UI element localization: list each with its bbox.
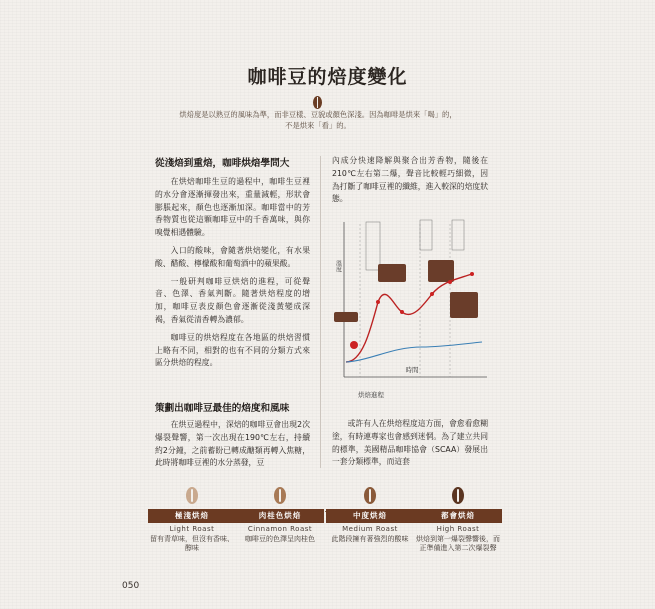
roast-description: 咖啡豆的色澤呈肉桂色 — [245, 535, 315, 543]
paragraph: 入口的酸味，會隨著烘焙變化，有水果酸、醋酸、檸檬酸和葡萄酒中的蘋果酸。 — [155, 245, 310, 268]
page-title: 咖啡豆的焙度變化 — [247, 66, 408, 88]
section-heading-1: 從淺焙到重焙，咖啡烘焙學問大 — [155, 158, 290, 169]
page-number: 050 — [122, 581, 140, 591]
left-column-bottom — [155, 419, 310, 475]
roast-level-light — [148, 487, 236, 553]
point-marker — [470, 272, 474, 276]
roast-description: 烘焙到第一爆裂聲響後，而正準備進入第二次爆裂聲 — [416, 535, 500, 552]
stage-tag — [452, 220, 464, 250]
roast-label: 中度烘焙 — [326, 509, 414, 523]
note-box — [378, 264, 406, 282]
section-heading-2: 策劃出咖啡豆最佳的焙度和風味 — [155, 403, 290, 414]
paragraph: 內成分快速降解與聚合出芳香物，隨後在210℃左右第二爆，聲音比較輕巧細微，因為打斷了咖啡豆裡的纖維，進入較深的焙度狀態。 — [332, 156, 488, 204]
intro-text — [166, 109, 470, 131]
point-marker — [430, 292, 434, 296]
paragraph: 一般研判咖啡豆烘焙的進程，可從聲音、色澤、香氣判斷。隨著烘焙程度的增加，咖啡豆表皮顏色會逐漸從淺黃變成深褐，香氣從清香轉為濃郁。 — [155, 276, 310, 324]
left-column-top — [155, 176, 310, 375]
intro-line-2: 不是烘來「看」的。 — [285, 121, 351, 130]
stage-tag — [366, 222, 380, 270]
roast-english: Light Roast — [169, 525, 215, 533]
roast-label: 肉桂色烘焙 — [236, 509, 324, 523]
coffee-bean-icon — [313, 96, 322, 109]
right-column-bottom — [332, 418, 488, 474]
roast-english: Cinnamon Roast — [247, 525, 313, 533]
roast-english: High Roast — [436, 525, 480, 533]
roast-level-high — [414, 487, 502, 553]
right-column-top — [332, 155, 488, 211]
roast-description: 此階段擁有著強烈的酸味 — [331, 535, 409, 543]
intro-line-1: 烘焙度是以熟豆的風味為準，而非豆樣、豆貌或顏色深淺。因為咖啡是烘來「喝」的， — [179, 110, 457, 119]
roast-process-diagram — [332, 212, 492, 402]
paragraph: 或許有人在烘焙程度這方面，會愈看愈糊塗，有時連專家也會感到迷惘。為了建立共同的標準，美國精品咖啡協會（SCAA）發展出一套分類標準，而這套 — [332, 419, 488, 467]
roast-level-medium — [326, 487, 414, 544]
rate-curve — [346, 342, 482, 362]
chart-caption: 烘焙進程 — [358, 391, 384, 399]
roast-english: Medium Roast — [342, 525, 398, 533]
roast-level-cinnamon — [236, 487, 324, 544]
y-axis-label: 溫度 — [334, 260, 342, 272]
coffee-bean-icon — [364, 487, 376, 504]
point-marker — [400, 310, 404, 314]
coffee-bean-icon — [274, 487, 286, 504]
stage-tag — [420, 220, 432, 250]
paragraph: 在烘焙咖啡生豆的過程中，咖啡生豆裡的水分會逐漸揮發出來，重量減輕，形狀會膨脹起來，顏色也逐漸加深。咖啡當中的芳香物質也從這顆咖啡豆中的千香萬味，與你嗅覺相遇體驗。 — [155, 177, 310, 238]
point-marker — [448, 280, 452, 284]
note-box — [334, 312, 358, 322]
coffee-bean-icon — [186, 487, 198, 504]
point-marker — [376, 300, 380, 304]
coffee-bean-icon — [452, 487, 464, 504]
start-marker — [350, 341, 358, 349]
paragraph: 咖啡豆的烘焙程度在各地區的烘焙習慣上略有不同，相對的也有不同的分類方式來區分烘焙的程度。 — [155, 332, 310, 368]
paragraph: 在烘豆過程中，深焙的咖啡豆會出現2次爆裂聲響，第一次出現在190℃左右，持續約2分鐘，之前蓄盼已轉成醣類再轉入焦糖，此時將咖啡豆裡的水分蒸發，豆 — [155, 420, 310, 468]
note-box — [428, 260, 454, 282]
note-box — [450, 292, 478, 318]
column-divider — [320, 156, 321, 468]
roast-label: 極淺烘焙 — [148, 509, 236, 523]
roast-description: 留有青草味，但沒有香味、醇味 — [150, 535, 234, 552]
roast-label: 都會烘焙 — [414, 509, 502, 523]
x-axis-label: 時間 — [405, 366, 419, 374]
